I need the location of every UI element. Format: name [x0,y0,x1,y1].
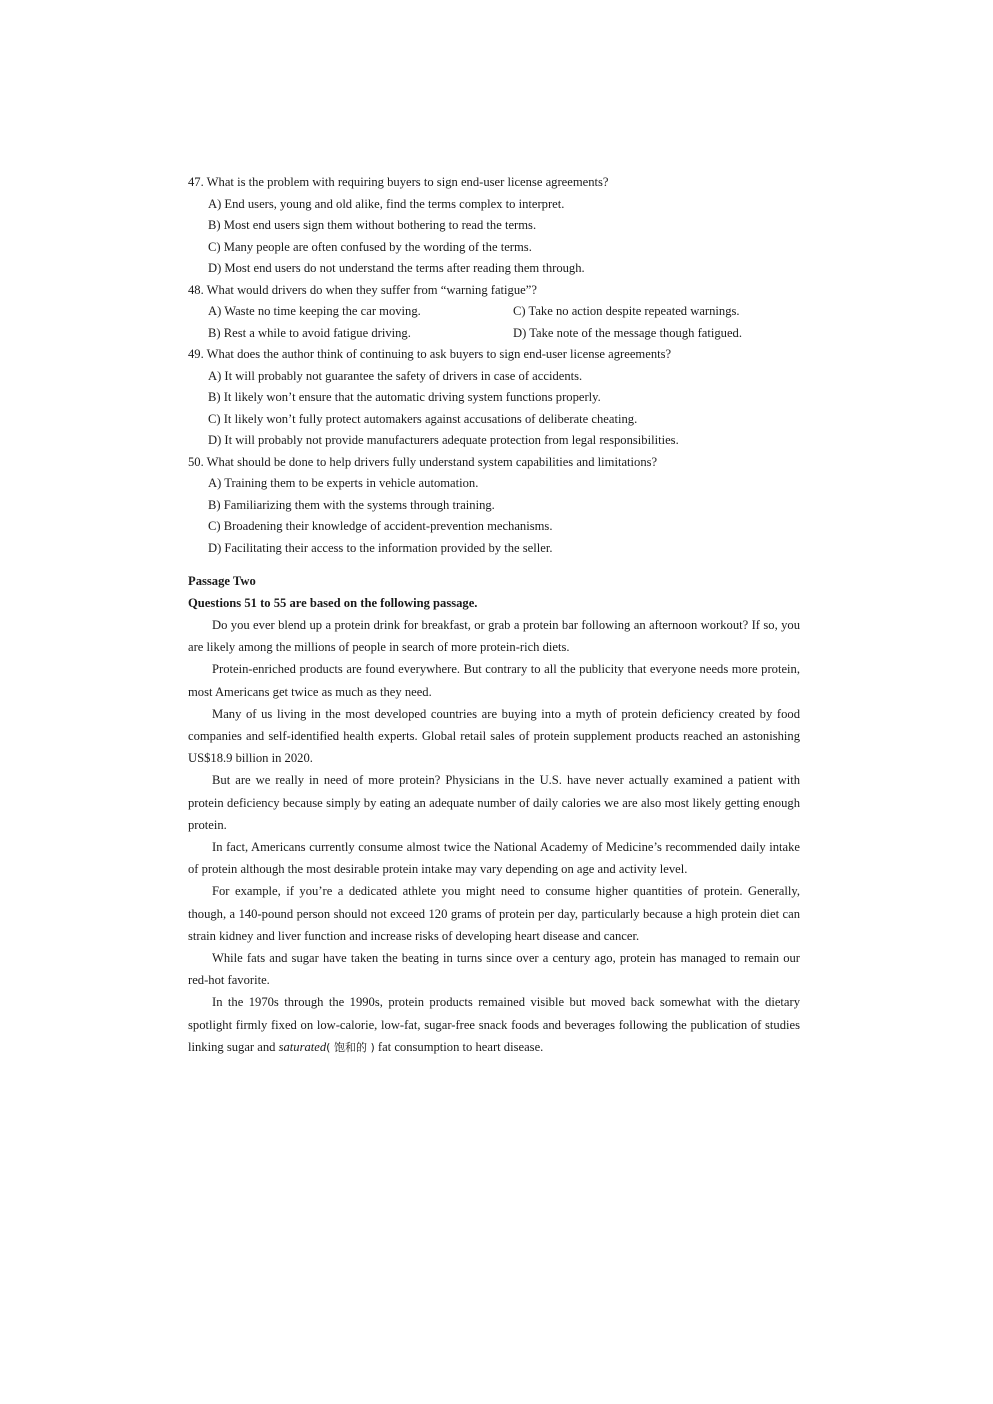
question-50-option-a: A) Training them to be experts in vehicle automation. [208,476,479,490]
question-49-option-a: A) It will probably not guarantee the safety of drivers in case of accidents. [208,368,583,383]
question-49-stem: 49. What does the author think of continuing to ask buyers to sign end-user license agreements? [188,347,672,361]
question-50-stem: 50. What should be done to help drivers fully understand system capabilities and limitations? [188,454,658,469]
question-47-option-d: D) Most end users do not understand the terms after reading them through. [208,261,585,275]
passage-paragraph-8 [188,991,800,1059]
section-gap [188,559,800,571]
passage-instruction: Questions 51 to 55 are based on the following passage. [188,595,478,610]
question-48-options-row-1 [188,301,800,323]
paragraph-8-text-end: fat consumption to heart disease. [374,1039,544,1054]
glossed-term: saturated [278,1039,327,1054]
passage-paragraph-1: Do you ever blend up a protein drink for breakfast, or grab a protein bar following an afternoon workout? If so, you are likely among the millions of people in search of more protein-rich diets. [188,618,800,655]
question-48-option-b: B) Rest a while to avoid fatigue driving. [208,325,411,340]
question-49-option-b: B) It likely won’t ensure that the automatic driving system functions properly. [208,390,601,404]
question-47-option-b: B) Most end users sign them without bothering to read the terms. [208,218,537,232]
question-48-option-c: C) Take no action despite repeated warnings. [513,304,740,318]
passage-paragraph-2: Protein-enriched products are found everywhere. But contrary to all the publicity that everyone needs more protein, most Americans get twice as much as they need. [188,662,800,699]
passage-paragraph-7: While fats and sugar have taken the beating in turns since over a century ago, protein has managed to remain our red-hot favorite. [188,951,800,988]
gloss-annotation: ( 饱和的 ) [326,1040,375,1054]
passage-paragraph-6: For example, if you’re a dedicated athlete you might need to consume higher quantities of protein. Generally, though, a 140-pound person should not exceed 120 grams of protein per day, particularly because a high protein diet can strain kidney and liver function and increase risks of developing heart disease and cancer. [188,884,800,943]
question-49-option-c: C) It likely won’t fully protect automakers against accusations of deliberate cheating. [208,411,638,426]
exam-page [188,172,800,1059]
question-47-option-a: A) End users, young and old alike, find the terms complex to interpret. [208,196,565,211]
question-48-options-row-2 [188,323,800,345]
question-50-option-d: D) Facilitating their access to the information provided by the seller. [208,540,553,555]
passage-paragraph-4: But are we really in need of more protein? Physicians in the U.S. have never actually examined a patient with protein deficiency because simply by eating an adequate number of daily calories we are also most likely getting enough protein. [188,773,800,832]
passage-paragraph-5: In fact, Americans currently consume almost twice the National Academy of Medicine’s recommended daily intake of protein although the most desirable protein intake may vary depending on age and activity level. [188,840,800,877]
passage-paragraph-3: Many of us living in the most developed countries are buying into a myth of protein deficiency created by food companies and self-identified health experts. Global retail sales of protein supplement products reached an astonishing US$18.9 billion in 2020. [188,706,800,766]
paragraph-8-text-start: In the 1970s through the 1990s, protein products remained visible but moved back somewhat with the dietary spotlight firmly fixed on low-calorie, low-fat, sugar-free snack foods and beverages following the publication of studies linking sugar and [188,995,800,1054]
question-48-option-d: D) Take note of the message though fatigued. [513,325,743,340]
question-48-option-a: A) Waste no time keeping the car moving. [208,304,421,318]
question-47-option-c: C) Many people are often confused by the wording of the terms. [208,239,532,254]
question-48-stem: 48. What would drivers do when they suffer from “warning fatigue”? [188,282,537,297]
passage-title: Passage Two [188,574,256,588]
question-49-option-d: D) It will probably not provide manufacturers adequate protection from legal responsibilities. [208,433,679,447]
question-50-option-c: C) Broadening their knowledge of accident-prevention mechanisms. [208,519,553,533]
question-47-stem: 47. What is the problem with requiring buyers to sign end-user license agreements? [188,175,609,189]
question-50-option-b: B) Familiarizing them with the systems through training. [208,497,495,512]
